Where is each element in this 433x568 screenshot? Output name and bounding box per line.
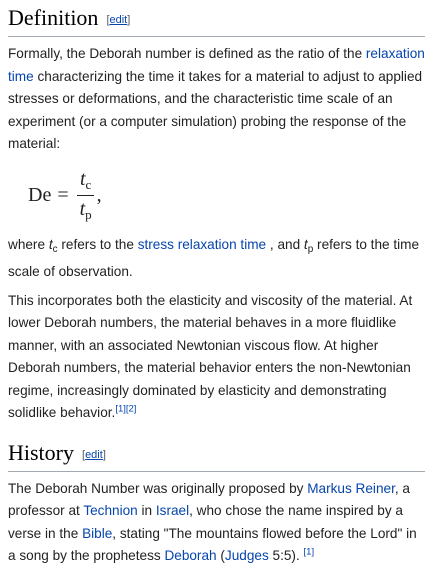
reference-1-link[interactable]: [1] [115, 403, 126, 415]
formula-trailing-comma: , [96, 184, 102, 206]
israel-link[interactable]: Israel [155, 503, 190, 518]
formula-fraction [77, 168, 95, 223]
definition-heading-text: Definition [8, 5, 99, 30]
definition-edit-link[interactable]: edit [109, 14, 128, 26]
formula-equals: = [57, 184, 69, 206]
markus-reiner-link[interactable]: Markus Reiner [307, 480, 395, 496]
formula-numerator: $t_c$ [77, 168, 94, 196]
reference-2-link[interactable]: [2] [125, 403, 137, 415]
deborah-formula [28, 164, 425, 228]
definition-paragraph-2: where $t_c$ refers to the stress relaxation time , and $t_p$ refers to the time scale of observation. [8, 236, 420, 279]
history-edit-link[interactable]: edit [85, 448, 103, 461]
history-heading: History [edit] [8, 439, 425, 472]
definition-paragraph-3: This incorporates both the elasticity and viscosity of the material. At lower Deborah numbers, the material behaves in a more fluidlike manner, with an associated Newtonian viscous flow. At higher Deborah numbers, the material behavior enters the non-Newtonian regime, increasingly dominated by elasticity and demonstrating solidlike behavior.[1][2] [8, 292, 413, 420]
deborah-link[interactable]: Deborah [164, 548, 217, 563]
technion-link[interactable]: Technion [83, 503, 138, 518]
judges-link[interactable]: Judges [224, 548, 269, 563]
definition-paragraph-1: Formally, the Deborah number is defined as the ratio of the relaxation time characterizing the time it takes for a material to adjust to applied stresses or deformations, and the characteristic time scale of an experiment (or a computer simulation) probing the response of the material: [8, 46, 425, 151]
relaxation-time-link[interactable]: relaxation time [8, 46, 425, 84]
formula-denominator: $t_p$ [79, 198, 92, 222]
definition-heading: Definition [edit] [8, 0, 425, 37]
bible-link[interactable]: Bible [82, 525, 113, 541]
history-reference-1-link[interactable]: [1] [303, 546, 315, 558]
history-heading-text: History [8, 439, 74, 465]
stress-relaxation-time-link[interactable]: stress relaxation time [137, 236, 267, 252]
formula-lhs: De [28, 184, 52, 206]
history-paragraph-1: The Deborah Number was originally proposed by Markus Reiner, a professor at Technion in Israel, who chose the name inspired by a verse in the Bible, stating "The mountains flowed before the Lord" in a song by the prophetess Deborah (Judges 5:5). [1] [8, 480, 417, 563]
